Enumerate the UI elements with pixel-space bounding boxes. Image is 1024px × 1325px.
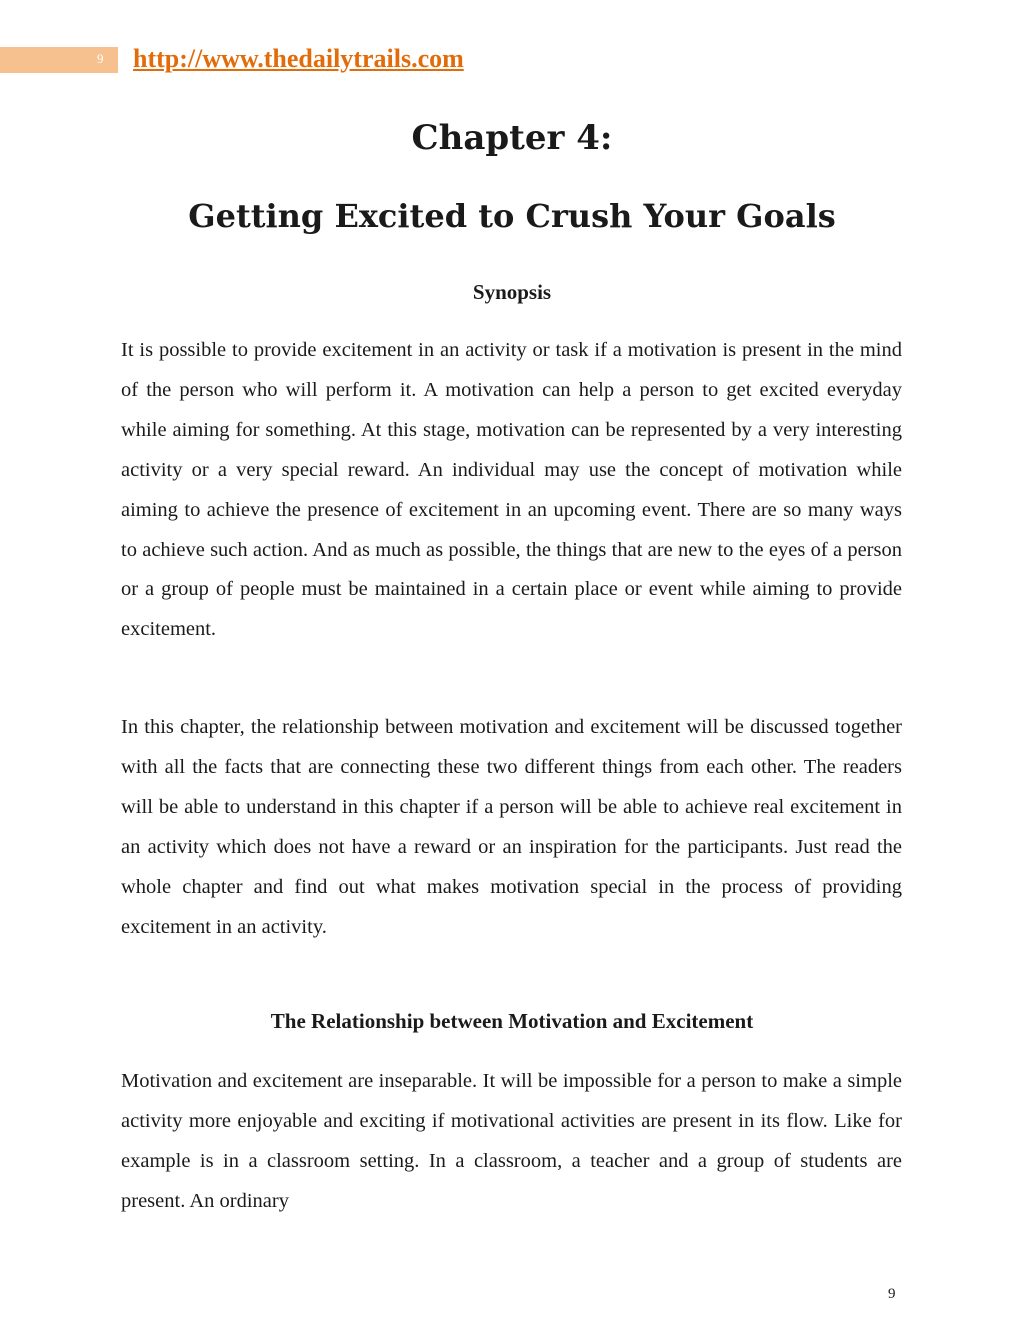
chapter-title: Chapter 4: (411, 118, 613, 158)
header-page-number: 9 (97, 51, 104, 66)
relationship-heading: The Relationship between Motivation and Excitement (270, 1009, 754, 1033)
synopsis-paragraph: It is possible to provide excitement in an activity or task if a motivation is present in the mind of the person who will perform it. A motivation can help a person to get excited everyday while aiming for something. At this stage, motivation can be represented by a very interesting activity or a very special reward. An individual may use the concept of motivation while aiming to achieve the presence of excitement in an upcoming event. There are so many ways to achieve such action. And as much as possible, the things that are new to the eyes of a person or a group of people must be maintained in a certain place or event while aiming to provide excitement. (121, 339, 902, 641)
footer-page-number: 9 (888, 1286, 896, 1302)
synopsis-paragraph: In this chapter, the relationship between motivation and excitement will be discussed together with all the facts that are connecting these two different things from each other. The readers will be able to understand in this chapter if a person will be able to achieve real excitement in an activity which does not have a reward or an inspiration for the participants. Just read the whole chapter and find out what makes motivation special in the process of providing excitement in an activity. (121, 716, 902, 938)
chapter-subtitle: Getting Excited to Crush Your Goals (188, 197, 836, 235)
website-link[interactable]: http://www.thedailytrails.com (133, 44, 464, 73)
synopsis-heading: Synopsis (472, 280, 552, 304)
relationship-paragraph: Motivation and excitement are inseparable. It will be impossible for a person to make a simple activity more enjoyable and exciting if motivational activities are present in its flow. Like for example is in a classroom setting. In a classroom, a teacher and a group of students are present. An ordinary (121, 1070, 902, 1212)
